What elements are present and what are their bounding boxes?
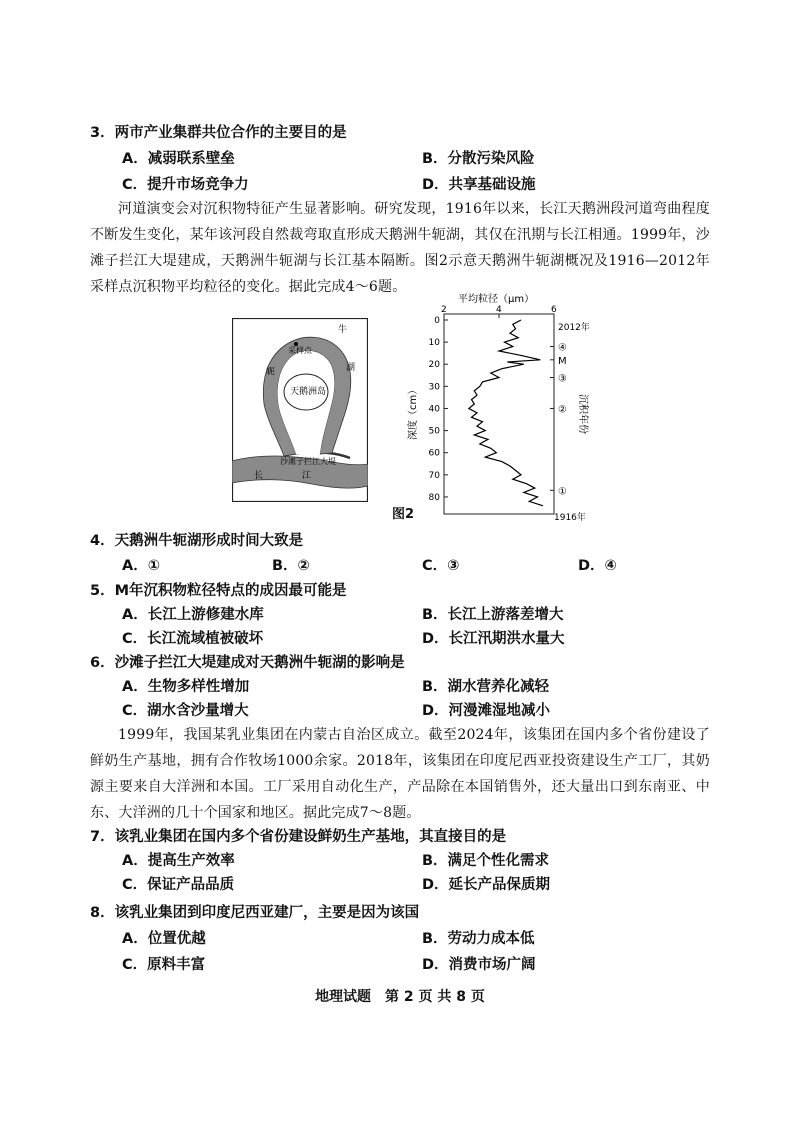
x-tick-label-4: 4 [496, 305, 502, 315]
map-label-lake: 湖 [346, 363, 356, 373]
marker-label-4: ① [558, 486, 567, 498]
y-tick-label-60: 60 [428, 448, 440, 459]
passage-dairy: 1999年，我国某乳业集团在内蒙古自治区成立。截至2024年，该集团在国内多个省份建设了鲜奶生产基地，拥有合作牧场1000余家。2018年，该集团在印度尼西亚投资建设生产工厂，其奶源主要来自大洋洲和本国。工厂采用自动化生产，产品除在本国销售外，还大量出口到东南亚、中东、大洋洲的几十个国家和地区。据此完成7～8题。 [90, 727, 710, 821]
q7-stem: 7．该乳业集团在国内多个省份建设鲜奶生产基地，其直接目的是 [90, 829, 507, 845]
marker-label-3: ② [558, 404, 567, 416]
map-label-island: 天鹅洲岛 [290, 387, 327, 397]
q3-option-d: D．共享基础设施 [422, 177, 536, 193]
q5-stem: 5．M年沉积物粒径特点的成因最可能是 [90, 583, 347, 599]
q4-option-d: D．④ [578, 558, 617, 574]
marker-label-2: ③ [558, 373, 567, 385]
y-tick-label-50: 50 [428, 426, 440, 437]
q3-option-b: B．分散污染风险 [422, 151, 535, 167]
map-label-dike: 沙滩子拦江大堤 [280, 457, 336, 466]
q4-option-c: C．③ [422, 558, 460, 574]
grain-size-series-line [469, 320, 543, 506]
y-axis-label: 深度（cm） [408, 384, 419, 440]
y-tick-label-40: 40 [428, 404, 440, 415]
q8-option-b: B．劳动力成本低 [422, 931, 535, 947]
map-label-river2: 江 [302, 471, 312, 481]
q5-option-d: D．长江汛期洪水量大 [422, 631, 565, 647]
y-tick-label-0: 0 [434, 316, 440, 326]
x-tick-label-6: 6 [551, 305, 557, 315]
marker-label-1: M [558, 355, 567, 367]
q7-option-c: C．保证产品品质 [122, 877, 235, 893]
q5-option-c: C．长江流域植被破坏 [122, 631, 264, 647]
q8-stem: 8．该乳业集团到印度尼西亚建厂，主要是因为该国 [90, 905, 420, 921]
q4-option-a: A．① [122, 558, 160, 574]
q7-option-a: A．提高生产效率 [122, 853, 235, 869]
chart-title: 平均粒径（μm） [458, 294, 535, 305]
q3-stem: 3．两市产业集群共位合作的主要目的是 [90, 125, 347, 141]
x-tick-label-2: 2 [441, 305, 447, 315]
map-label-sample: 采样点 [288, 346, 312, 355]
y-tick-label-30: 30 [428, 382, 440, 393]
y-tick-label-80: 80 [428, 492, 440, 503]
q3-option-a: A．减弱联系壁垒 [122, 151, 235, 167]
q6-option-d: D．河漫滩湿地减小 [422, 703, 551, 719]
q8-option-a: A．位置优越 [122, 931, 206, 947]
map-label-ox2: 轭 [266, 367, 276, 377]
q4-option-b: B．② [272, 558, 310, 574]
figure-caption: 图2 [392, 507, 415, 522]
q5-option-a: A．长江上游修建水库 [122, 607, 264, 623]
q8-option-c: C．原料丰富 [122, 957, 206, 973]
q6-option-c: C．湖水含沙量增大 [122, 703, 249, 719]
q8-option-d: D．消费市场广阔 [422, 957, 536, 973]
marker-label-0: ④ [558, 342, 567, 354]
chart-frame [444, 314, 554, 514]
q5-option-b: B．长江上游落差增大 [422, 607, 564, 623]
q7-option-b: B．满足个性化需求 [422, 853, 550, 869]
passage-river: 河道演变会对沉积物特征产生显著影响。研究发现，1916年以来，长江天鹅洲段河道弯曲程度不断发生变化，某年该河段自然裁弯取直形成天鹅洲牛轭湖，其仅在汛期与长江相通。1999年，沙滩子拦江大堤建成，天鹅洲牛轭湖与长江基本隔断。图2示意天鹅洲牛轭湖概况及1916—2012年采样点沉积物平均粒径的变化。据此完成4～6题。 [90, 201, 710, 295]
page-footer: 地理试题 第 2 页 共 8 页 [315, 989, 485, 1005]
q7-option-d: D．延长产品保质期 [422, 877, 551, 893]
right-axis-label: 沉积年份 [577, 394, 588, 434]
year-top: 2012年 [558, 323, 590, 333]
q6-option-a: A．生物多样性增加 [122, 679, 250, 695]
y-tick-label-10: 10 [428, 338, 440, 349]
map-label-ox1: 牛 [338, 325, 348, 335]
y-tick-label-20: 20 [428, 360, 440, 371]
grain-size-chart [398, 290, 600, 522]
q3-option-c: C．提升市场竞争力 [122, 177, 249, 193]
q6-option-b: B．湖水营养化减轻 [422, 679, 550, 695]
y-tick-label-70: 70 [428, 470, 440, 481]
q4-stem: 4．天鹅洲牛轭湖形成时间大致是 [90, 533, 304, 549]
year-bottom: 1916年 [554, 513, 586, 522]
map-label-river1: 长 [254, 471, 264, 481]
q6-stem: 6．沙滩子拦江大堤建成对天鹅洲牛轭湖的影响是 [90, 655, 405, 671]
oxbow-lake-map [232, 318, 368, 502]
